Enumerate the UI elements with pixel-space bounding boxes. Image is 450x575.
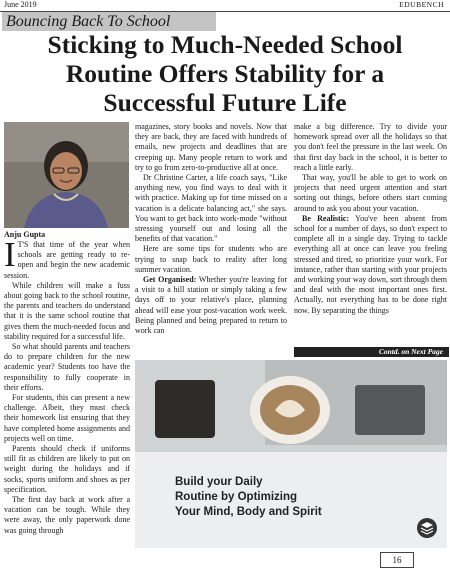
author-name: Anju Gupta <box>4 230 46 239</box>
paragraph: Be Realistic: You've been absent from school for a number of days, so don't expect to complete all in a single day. Trying to tackle everything all at once can leave you feeling stressed and tired, so prioritize your work. For instance, rather than starting with your projects and working your way down, sort through them and deal with the most important ones first. Actually, not everything has to be done right now. By separating the things <box>294 213 448 315</box>
article-column-1 <box>4 235 130 536</box>
top-bar <box>0 0 450 12</box>
paragraph: I T'S that time of the year when schools are getting ready to re-open and begin the new academic session. <box>4 235 130 280</box>
author-photo <box>4 122 129 228</box>
brand-name: EDUBENCH <box>399 0 444 9</box>
paragraph: magazines, story books and novels. Now that they are back, they are faced with hundreds of emails, new projects and deadlines that are creeping up. Many people return to work and try to go from zero-to-productive all at once. <box>135 122 287 172</box>
paragraph: Here are some tips for students who are trying to snap back to reality after long summer vacation. <box>135 244 287 274</box>
advertisement[interactable] <box>135 360 447 548</box>
paragraph: That way, you'll be able to get to work on projects that need urgent attention and start sorting out things, before others start coming around to ask you about your vacation. <box>294 173 447 213</box>
article-column-3 <box>294 122 447 316</box>
article-headline: Sticking to Much-Needed School Routine Offers Stability for a Successful Future Life <box>47 30 403 117</box>
paragraph: So what should parents and teachers do to prepare children for the new academic year? Students too have the responsibility to fully cooperate in their efforts. <box>4 342 130 392</box>
subheading: Be Realistic: <box>302 213 350 223</box>
layers-icon[interactable] <box>417 518 437 538</box>
page-number: 16 <box>380 552 414 568</box>
paragraph: While children will make a fuss about going back to the school routine, the parents and teachers do understand that it is the same school routine that gives them the much-needed focus and stability required for a successful life. <box>4 280 130 341</box>
paragraph: The first day back at work after a vacation can be tough. While they were away, the only paperwork done was going through <box>4 495 130 535</box>
ad-headline: Build your Daily Routine by Optimizing Your Mind, Body and Spirit <box>175 476 322 518</box>
issue-date: June 2019 <box>4 0 37 9</box>
paragraph: Dr Christine Carter, a life coach says, "Like anything new, you find ways to deal with it with practice. Making up for time missed on a vacation is a delicate balancing act," she says. You want to get back into work-mode "without stressing yourself out and losing all the benefits of that vacation." <box>135 173 287 244</box>
paragraph: Parents should check if uniforms still fit as children are likely to put on weight during the holidays and if socks, sports uniform and shoes as per specification. <box>4 444 130 494</box>
paragraph: Get Organised: Whether you're leaving for a visit to a hill station or simply taking a few days off to your relative's place, planning ahead will ease your post-vacation work week. Being planned and being prepared to return to work can <box>135 275 287 336</box>
drop-cap: I <box>4 235 16 274</box>
article-column-2 <box>135 122 287 336</box>
subheading: Get Organised: <box>143 275 197 285</box>
paragraph: make a big difference. Try to divide your homework spread over all the holidays so that you don't feel the pressure in the last week. On that first day back in the school, it is better to reach a little early. <box>294 122 447 172</box>
continued-banner: Contd. on Next Page <box>294 347 449 357</box>
section-label: Bouncing Back To School <box>2 12 216 31</box>
paragraph: For students, this can present a new challenge. Albeit, they must check their homework list ensuring that they have completed home assignments and projects well on time. <box>4 393 130 443</box>
